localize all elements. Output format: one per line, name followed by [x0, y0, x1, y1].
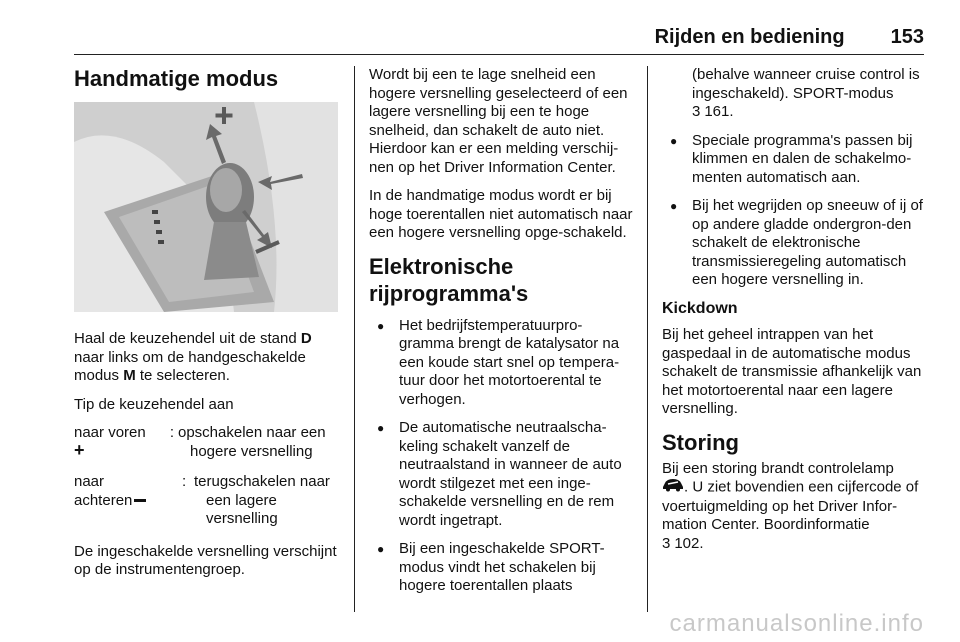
definition-term-forward [74, 424, 166, 461]
column-divider [354, 66, 355, 612]
paragraph-gear-display: De ingeschakelde versnelling verschijnt op de instrumentengroep. [74, 542, 337, 578]
paragraph-select-manual [74, 330, 340, 386]
program-list [369, 317, 633, 596]
text-fragment: (behalve wanneer cruise control is ingeschakeld). SPORT-modus [692, 66, 920, 102]
gear-lever-illustration-svg [74, 102, 338, 312]
text-fragment: . U ziet bovendien een cijfercode of voertuigmelding op het Driver Infor-mation Center. Boordinformatie [662, 478, 919, 533]
column-divider [647, 66, 648, 612]
text-fragment: te selecteren. [135, 367, 230, 384]
list-item: ● De automatische neutraalscha-keling schakelt vanzelf de neutraalstand in wanneer de auto wordt stilgezet met een inge-schakelde versnelling en de rem wordt ingetrapt. [369, 419, 633, 530]
list-item: ● Bij het wegrijden op sneeuw of ij of op andere gladde ondergron-den schakelt de elektronische transmissieregeling automatisch een hogere versnelling in. [662, 197, 928, 290]
page-reference: 102. [674, 534, 704, 552]
column-1 [74, 66, 340, 590]
page-reference-icon: 3 [692, 103, 701, 120]
list-item: ● Het bedrijfstemperatuurpro-gramma brengt de katalysator na een koude start snel op tempera-tuur door het motortoerental te verhogen. [369, 317, 633, 410]
program-list-continued [662, 132, 928, 290]
position-d: D [300, 330, 312, 347]
car-warning-icon [662, 478, 684, 498]
section-heading-fault: Storing [662, 429, 739, 455]
paragraph-no-auto-upshift: In de handmatige modus wordt er bij hoge toerentallen niet automatisch naar een hogere versnelling opge-schakeld. [369, 187, 633, 241]
section-heading-manual-mode: Handmatige modus [74, 66, 279, 91]
section-heading-kickdown: Kickdown [662, 299, 738, 317]
list-item: ● Bij een ingeschakelde SPORT-modus vindt het schakelen bij hogere toerentallen plaats [369, 540, 633, 596]
column-2 [369, 66, 633, 606]
list-item: ● Speciale programma's passen bij klimmen en dalen de schakelmo-menten automatisch aan. [662, 132, 928, 188]
text-fragment: Haal de keuzehendel uit de stand [74, 330, 301, 347]
page-header [655, 26, 924, 49]
position-m: M [123, 367, 136, 384]
colon: : [182, 473, 187, 490]
term-label: naar voren [74, 424, 146, 441]
paragraph-fault [662, 460, 928, 554]
page-number: 153 [890, 26, 924, 48]
paragraph-kickdown: Bij het geheel intrappen van het gaspedaal in de automatische modus schakelt de transmissie afhankelijk van het motortoerental naar een lagere versnelling. [662, 326, 922, 417]
page-reference-icon: 3 [662, 534, 671, 552]
definition-forward [74, 424, 340, 461]
definition-backward [74, 473, 340, 529]
paragraph-continuation [662, 66, 928, 122]
definition-upshift: opschakelen naar een hogere versnelling [178, 424, 326, 460]
gear-lever-illustration [74, 102, 338, 312]
paragraph-tap-lever: Tip de keuzehendel aan [74, 395, 234, 413]
page-reference: 161. [704, 103, 734, 120]
watermark: carmanualsonline.info [669, 610, 924, 637]
paragraph-speed-warning: Wordt bij een te lage snelheid een hogere versnelling geselecteerd of een lagere versnelling bij een te hoge snelheid, dan schakelt de auto niet. Hierdoor kan er een melding verschij-nen op het Driver Information Center. [369, 66, 628, 176]
header-rule [74, 54, 924, 55]
definition-downshift: terugschakelen naar een lagere versnelling [194, 473, 330, 527]
section-heading-electronic-programs: Elektronische rijprogramma's [369, 253, 529, 306]
definition-term-backward [74, 473, 182, 529]
minus-icon [134, 499, 146, 502]
text-fragment: naar links om de handgeschakelde modus [74, 348, 306, 384]
term-label: achteren [74, 491, 133, 509]
text-fragment: Bij een storing brandt controlelamp [662, 459, 894, 477]
column-3 [662, 66, 928, 563]
term-label: naar [74, 473, 105, 490]
section-title: Rijden en bediening [654, 26, 845, 48]
plus-icon: + [74, 439, 85, 460]
colon: : [169, 424, 175, 441]
